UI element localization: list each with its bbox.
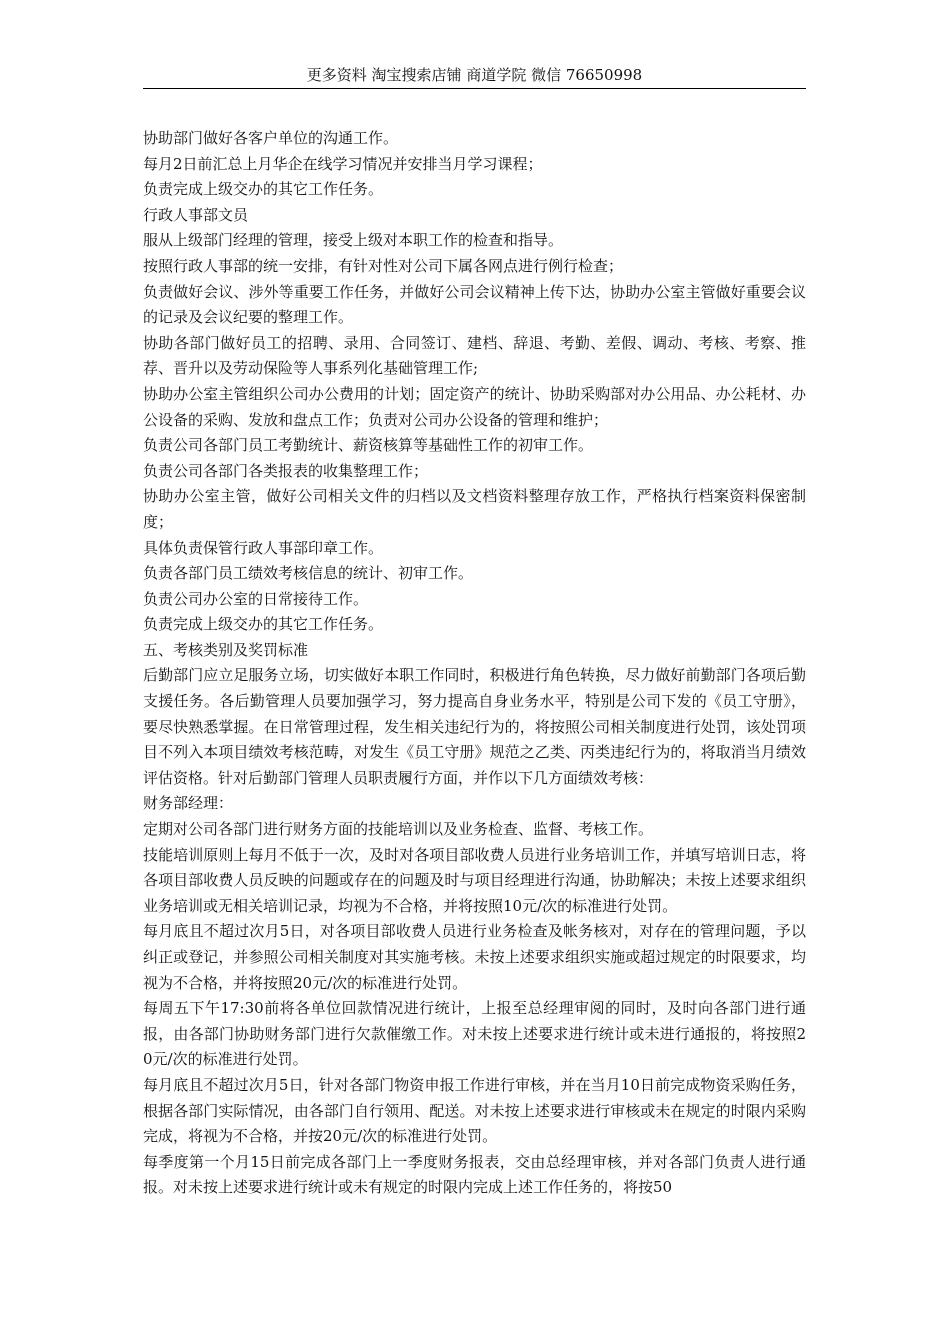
paragraph: 技能培训原则上每月不低于一次，及时对各项目部收费人员进行业务培训工作，并填写培训日志，将各项目部收费人员反映的问题或存在的问题及时与项目经理进行沟通，协助解决；未按上述要求组织业务培训或无相关培训记录，均视为不合格，并将按照10元/次的标准进行处罚。 xyxy=(143,845,806,915)
paragraph: 协助部门做好各客户单位的沟通工作。 xyxy=(143,129,399,147)
paragraph: 负责公司各部门员工考勤统计、薪资核算等基础性工作的初审工作。 xyxy=(143,436,594,455)
paragraph: 服从上级部门经理的管理，接受上级对本职工作的检查和指导。 xyxy=(143,231,564,250)
paragraph: 负责做好会议、涉外等重要工作任务，并做好公司会议精神上传下达，协助办公室主管做好重要会议的记录及会议纪要的整理工作。 xyxy=(143,282,806,327)
section-heading: 行政人事部文员 xyxy=(143,205,249,224)
paragraph: 负责完成上级交办的其它工作任务。 xyxy=(143,615,384,634)
paragraph: 每季度第一个月15日前完成各部门上一季度财务报表，交由总经理审核，并对各部门负责人进行通报。对未按上述要求进行统计或未有规定的时限内完成上述工作任务的，将按50 xyxy=(143,1152,806,1197)
paragraph: 协助办公室主管组织公司办公费用的计划；固定资产的统计、协助采购部对办公用品、办公耗材、办公设备的采购、发放和盘点工作；负责对公司办公设备的管理和维护； xyxy=(143,384,806,429)
paragraph: 负责各部门员工绩效考核信息的统计、初审工作。 xyxy=(143,564,474,583)
paragraph: 每月2日前汇总上月华企在线学习情况并安排当月学习课程； xyxy=(143,154,543,173)
paragraph: 负责公司办公室的日常接待工作。 xyxy=(143,589,369,608)
document-body xyxy=(143,126,806,1201)
paragraph: 按照行政人事部的统一安排，有针对性对公司下属各网点进行例行检查； xyxy=(143,256,624,275)
paragraph: 每月底且不超过次月5日，对各项目部收费人员进行业务检查及帐务核对，对存在的管理问题，予以纠正或登记，并参照公司相关制度对其实施考核。未按上述要求组织实施或超过规定的时限要求，均视为不合格，并将按照20元/次的标准进行处罚。 xyxy=(143,922,806,992)
section-heading: 五、考核类别及奖罚标准 xyxy=(143,640,309,659)
paragraph: 负责公司各部门各类报表的收集整理工作； xyxy=(143,461,429,480)
header-divider xyxy=(143,88,806,89)
paragraph: 负责完成上级交办的其它工作任务。 xyxy=(143,180,384,199)
section-heading: 财务部经理： xyxy=(143,794,234,813)
paragraph: 后勤部门应立足服务立场，切实做好本职工作同时，积极进行角色转换，尽力做好前勤部门各项后勤支援任务。各后勤管理人员要加强学习，努力提高自身业务水平，特别是公司下发的《员工守册》，要尽快熟悉掌握。在日常管理过程，发生相关违纪行为的，将按照公司相关制度进行处罚，该处罚项目不列入本项目绩效考核范畴，对发生《员工守册》规范之乙类、丙类违纪行为的，将取消当月绩效评估资格。针对后勤部门管理人员职责履行方面，并作以下几方面绩效考核： xyxy=(143,666,806,787)
paragraph: 协助办公室主管，做好公司相关文件的归档以及文档资料整理存放工作，严格执行档案资料保密制度； xyxy=(143,487,806,531)
paragraph: 定期对公司各部门进行财务方面的技能培训以及业务检查、监督、考核工作。 xyxy=(143,820,654,839)
page-header: 更多资料 淘宝搜索店铺 商道学院 微信 76650998 xyxy=(306,66,643,84)
paragraph: 每周五下午17:30前将各单位回款情况进行统计，上报至总经理审阅的同时，及时向各部门进行通报，由各部门协助财务部门进行欠款催缴工作。对未按上述要求进行统计或未进行通报的，将按照20元/次的标准进行处罚。 xyxy=(143,999,806,1069)
paragraph: 每月底且不超过次月5日，针对各部门物资申报工作进行审核，并在当月10日前完成物资采购任务，根据各部门实际情况，由各部门自行领用、配送。对未按上述要求进行审核或未在规定的时限内采购完成，将视为不合格，并按20元/次的标准进行处罚。 xyxy=(143,1075,806,1146)
paragraph: 具体负责保管行政人事部印章工作。 xyxy=(143,538,384,557)
paragraph: 协助各部门做好员工的招聘、录用、合同签订、建档、辞退、考勤、差假、调动、考核、考察、推荐、晋升以及劳动保险等人事系列化基础管理工作; xyxy=(143,333,806,378)
